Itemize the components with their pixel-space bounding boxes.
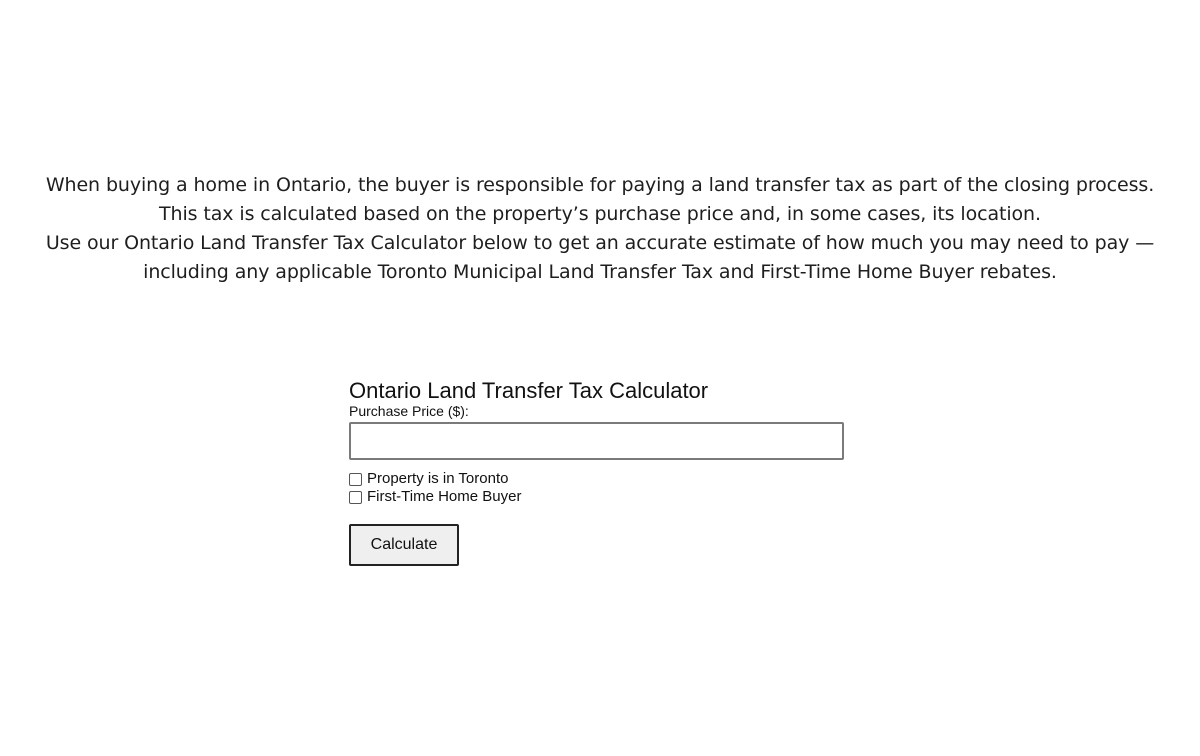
toronto-option[interactable]: [349, 470, 849, 488]
intro-paragraph-1: When buying a home in Ontario, the buyer is responsible for paying a land transfer tax as part of the closing process. This tax is calculated based on the property’s purchase price and, in some cases, its location.: [45, 174, 1155, 225]
intro-text: [30, 171, 1170, 287]
intro-paragraph-2: Use our Ontario Land Transfer Tax Calculator below to get an accurate estimate of how much you may need to pay — including any applicable Toronto Municipal Land Transfer Tax and First-Time Home Buyer rebates.: [45, 232, 1155, 283]
options-group: [349, 470, 849, 506]
toronto-checkbox-label[interactable]: Property is in Toronto: [367, 470, 509, 487]
calculator-title: Ontario Land Transfer Tax Calculator: [349, 378, 709, 403]
first-time-buyer-checkbox-label[interactable]: First-Time Home Buyer: [367, 488, 522, 505]
tax-calculator: [349, 378, 849, 566]
purchase-price-label: Purchase Price ($):: [349, 403, 469, 419]
first-time-buyer-checkbox[interactable]: [349, 491, 362, 504]
first-time-buyer-option[interactable]: [349, 488, 849, 506]
toronto-checkbox[interactable]: [349, 473, 362, 486]
purchase-price-input[interactable]: [349, 422, 844, 460]
calculate-button[interactable]: Calculate: [349, 524, 459, 566]
